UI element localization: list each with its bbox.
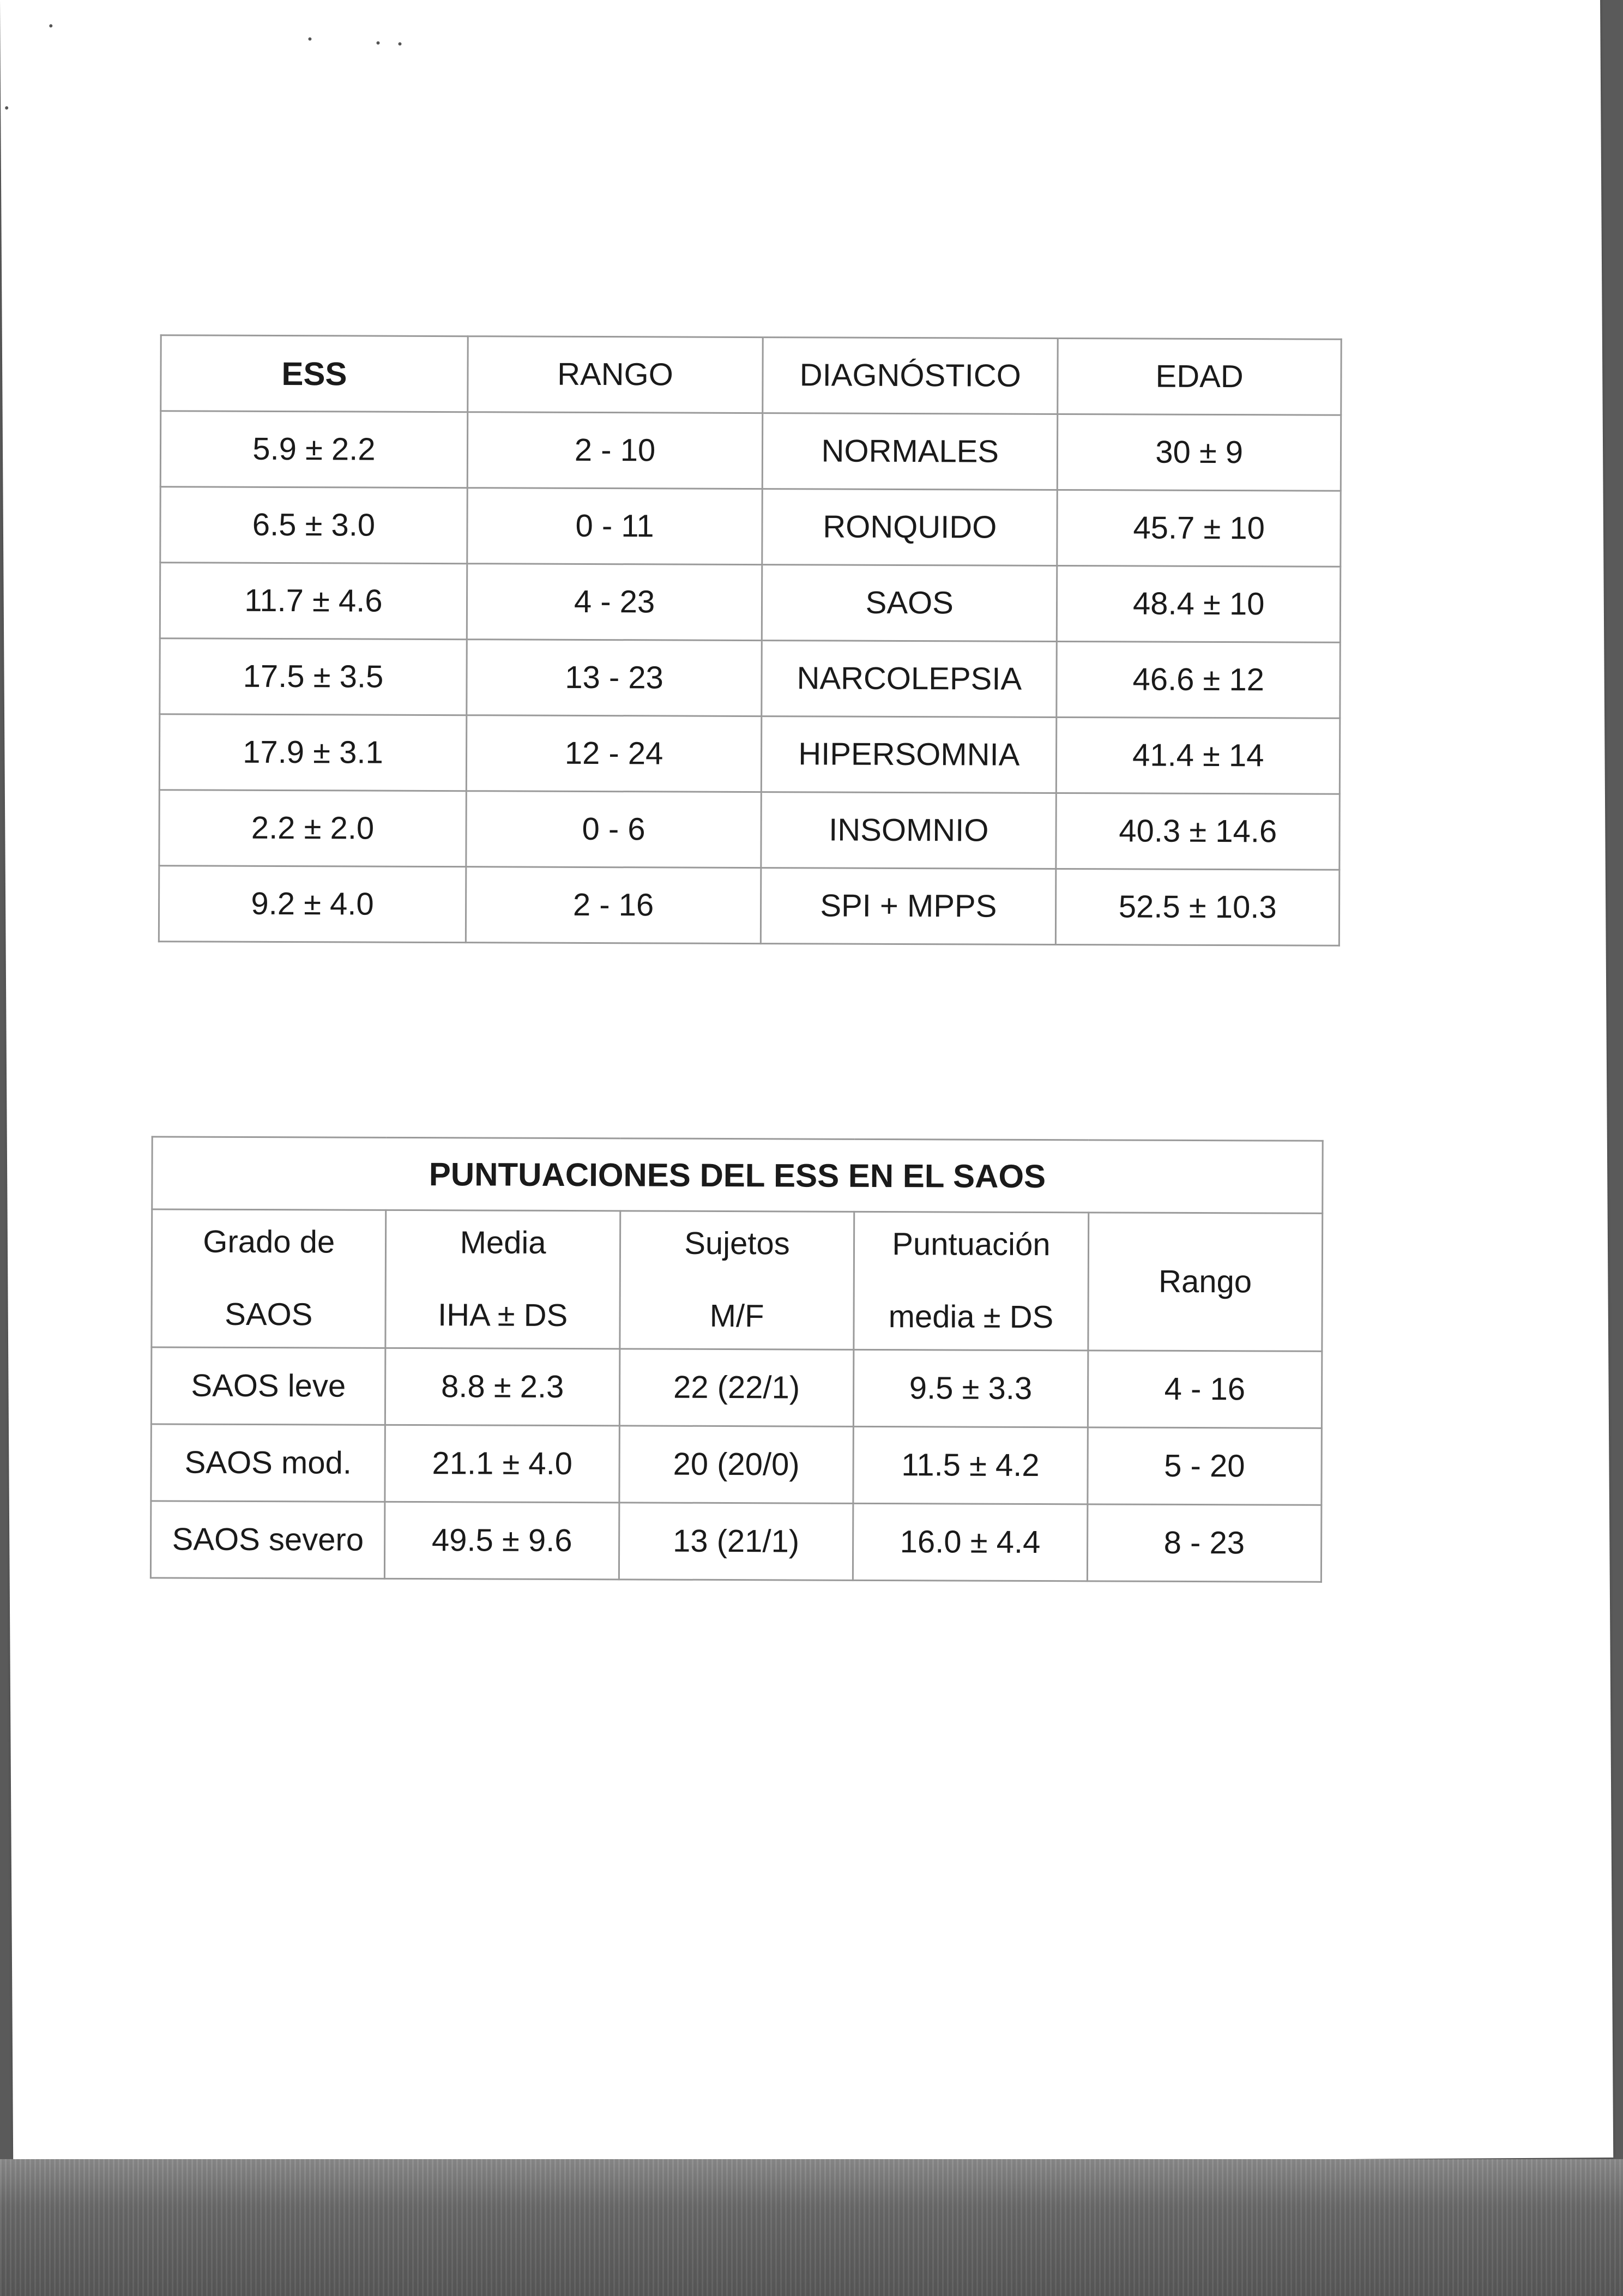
cell-media: 21.1 ± 4.0 bbox=[385, 1425, 619, 1502]
saos-scores-table bbox=[150, 1136, 1324, 1583]
cell-edad: 52.5 ± 10.3 bbox=[1056, 869, 1340, 945]
cell-grado: SAOS severo bbox=[150, 1501, 385, 1578]
cell-grado: SAOS mod. bbox=[151, 1424, 385, 1502]
header-ess: ESS bbox=[161, 335, 468, 412]
cell-edad: 40.3 ± 14.6 bbox=[1056, 793, 1340, 870]
scan-speck bbox=[49, 24, 52, 27]
cell-diagnostico: SPI + MPPS bbox=[761, 868, 1056, 945]
cell-diagnostico: RONQUIDO bbox=[762, 489, 1058, 566]
header-line: SAOS bbox=[225, 1296, 313, 1333]
table-row bbox=[160, 638, 1340, 719]
scan-speck bbox=[398, 43, 401, 46]
cell-sujetos: 13 (21/1) bbox=[619, 1503, 853, 1580]
cell-rango: 12 - 24 bbox=[466, 715, 762, 792]
header-edad: EDAD bbox=[1058, 338, 1341, 415]
cell-rango: 2 - 16 bbox=[466, 867, 761, 944]
header-rango: RANGO bbox=[468, 336, 763, 413]
cell-diagnostico: INSOMNIO bbox=[761, 792, 1057, 869]
cell-ess: 17.5 ± 3.5 bbox=[160, 638, 467, 715]
header-diagnostico: DIAGNÓSTICO bbox=[763, 338, 1058, 414]
scan-speck bbox=[308, 38, 311, 41]
table-row bbox=[160, 487, 1341, 567]
scan-speck bbox=[376, 41, 379, 45]
header-grado bbox=[152, 1209, 386, 1348]
table-header-row bbox=[161, 335, 1341, 415]
header-line: media ± DS bbox=[888, 1299, 1054, 1335]
cell-puntuacion: 16.0 ± 4.4 bbox=[853, 1503, 1088, 1581]
table-row bbox=[159, 714, 1340, 794]
header-puntuacion bbox=[854, 1212, 1088, 1350]
cell-ess: 6.5 ± 3.0 bbox=[160, 487, 467, 564]
header-line: M/F bbox=[709, 1298, 764, 1334]
cell-ess: 9.2 ± 4.0 bbox=[159, 866, 466, 943]
cell-edad: 45.7 ± 10 bbox=[1057, 490, 1341, 567]
table-row bbox=[159, 790, 1340, 870]
cell-puntuacion: 9.5 ± 3.3 bbox=[854, 1349, 1088, 1427]
cell-rango: 2 - 10 bbox=[467, 412, 763, 489]
scan-speck bbox=[5, 106, 8, 110]
cell-ess: 5.9 ± 2.2 bbox=[160, 411, 467, 488]
header-media bbox=[385, 1210, 620, 1348]
table-row bbox=[151, 1347, 1322, 1428]
cell-diagnostico: SAOS bbox=[762, 565, 1057, 642]
cell-ess: 11.7 ± 4.6 bbox=[160, 563, 467, 640]
cell-sujetos: 22 (22/1) bbox=[619, 1349, 854, 1426]
cell-rango: 4 - 16 bbox=[1088, 1351, 1322, 1428]
cell-edad: 46.6 ± 12 bbox=[1057, 641, 1340, 718]
cell-diagnostico: NORMALES bbox=[762, 413, 1058, 490]
header-line: Sujetos bbox=[684, 1226, 790, 1262]
table-title: PUNTUACIONES DEL ESS EN EL SAOS bbox=[152, 1137, 1323, 1213]
header-line: Media bbox=[460, 1225, 546, 1261]
table-row bbox=[160, 411, 1341, 491]
cell-rango: 4 - 23 bbox=[467, 564, 762, 641]
table-row bbox=[150, 1501, 1321, 1582]
cell-rango: 0 - 6 bbox=[466, 791, 762, 868]
cell-media: 8.8 ± 2.3 bbox=[385, 1348, 620, 1425]
cell-diagnostico: HIPERSOMNIA bbox=[761, 716, 1057, 793]
scanner-background bbox=[0, 2159, 1623, 2296]
cell-ess: 17.9 ± 3.1 bbox=[159, 714, 466, 791]
cell-rango: 13 - 23 bbox=[467, 640, 762, 716]
header-line: IHA ± DS bbox=[437, 1297, 568, 1334]
ess-diagnosis-table bbox=[158, 334, 1342, 947]
cell-grado: SAOS leve bbox=[151, 1347, 385, 1425]
cell-diagnostico: NARCOLEPSIA bbox=[762, 641, 1057, 718]
table-row bbox=[160, 563, 1340, 643]
cell-edad: 41.4 ± 14 bbox=[1057, 717, 1340, 794]
cell-edad: 30 ± 9 bbox=[1058, 414, 1341, 491]
table-row bbox=[151, 1424, 1322, 1505]
cell-rango: 8 - 23 bbox=[1087, 1504, 1322, 1582]
table-row bbox=[159, 866, 1339, 946]
cell-sujetos: 20 (20/0) bbox=[619, 1426, 854, 1503]
cell-rango: 0 - 11 bbox=[467, 488, 763, 565]
table-header-row bbox=[152, 1209, 1323, 1351]
header-sujetos bbox=[620, 1211, 854, 1349]
cell-puntuacion: 11.5 ± 4.2 bbox=[853, 1426, 1088, 1504]
table-title-row bbox=[152, 1137, 1323, 1213]
header-line: Grado de bbox=[203, 1224, 335, 1260]
header-line: Puntuación bbox=[892, 1226, 1051, 1263]
cell-media: 49.5 ± 9.6 bbox=[385, 1502, 619, 1579]
cell-ess: 2.2 ± 2.0 bbox=[159, 790, 466, 867]
cell-edad: 48.4 ± 10 bbox=[1057, 565, 1341, 642]
header-rango bbox=[1088, 1213, 1322, 1351]
header-line: Rango bbox=[1159, 1263, 1252, 1300]
cell-rango: 5 - 20 bbox=[1087, 1427, 1322, 1505]
